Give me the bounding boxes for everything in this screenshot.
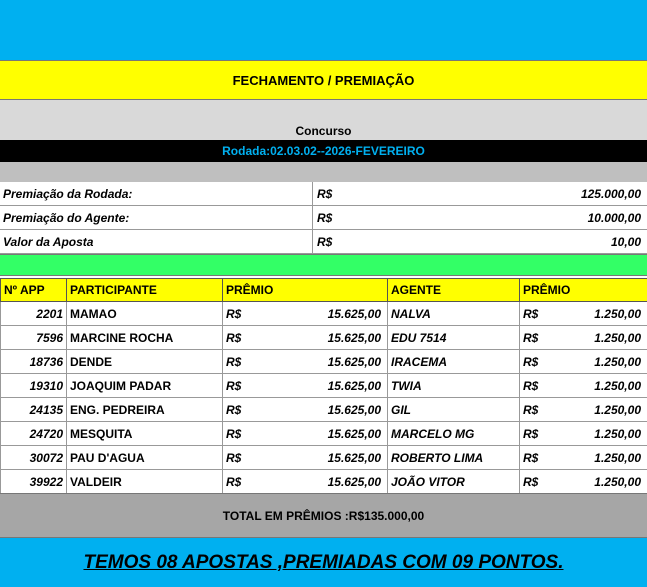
participant-name: MAMAO [67, 302, 223, 326]
agent-premio-currency: R$ [520, 350, 565, 374]
participant-name: PAU D'AGUA [67, 446, 223, 470]
premio-value: 15.625,00 [278, 374, 388, 398]
agent-premio-currency: R$ [520, 302, 565, 326]
table-row [1, 398, 647, 422]
info-currency: R$ [317, 234, 333, 249]
app-number: 24720 [1, 422, 67, 446]
prize-table [0, 278, 647, 494]
table-row [1, 350, 647, 374]
table-row [1, 326, 647, 350]
info-row-premiacao-rodada [0, 182, 647, 206]
agent-name: IRACEMA [388, 350, 520, 374]
premio-value: 15.625,00 [278, 422, 388, 446]
premio-value: 15.625,00 [278, 350, 388, 374]
app-number: 30072 [1, 446, 67, 470]
header-agente: AGENTE [388, 279, 520, 302]
agent-name: TWIA [388, 374, 520, 398]
info-currency: R$ [317, 210, 333, 225]
header-premio: PRÊMIO [223, 279, 388, 302]
premio-value: 15.625,00 [278, 446, 388, 470]
agent-name: GIL [388, 398, 520, 422]
header-premio-agente: PRÊMIO [520, 279, 647, 302]
agent-premio-value: 1.250,00 [565, 326, 647, 350]
agent-premio-value: 1.250,00 [565, 470, 647, 494]
agent-premio-value: 1.250,00 [565, 302, 647, 326]
app-number: 7596 [1, 326, 67, 350]
participant-name: VALDEIR [67, 470, 223, 494]
participant-name: MESQUITA [67, 422, 223, 446]
table-body [1, 302, 647, 494]
agent-name: JOÃO VITOR [388, 470, 520, 494]
rodada-label: Rodada:02.03.02--2026-FEVEREIRO [0, 140, 647, 162]
premio-value: 15.625,00 [278, 302, 388, 326]
premio-currency: R$ [223, 350, 278, 374]
app-number: 39922 [1, 470, 67, 494]
top-blue-band [0, 0, 647, 60]
agent-premio-value: 1.250,00 [565, 398, 647, 422]
app-number: 2201 [1, 302, 67, 326]
participant-name: ENG. PEDREIRA [67, 398, 223, 422]
app-number: 24135 [1, 398, 67, 422]
premio-currency: R$ [223, 398, 278, 422]
participant-name: JOAQUIM PADAR [67, 374, 223, 398]
info-label: Premiação da Rodada: [0, 182, 313, 205]
participant-name: DENDE [67, 350, 223, 374]
agent-premio-value: 1.250,00 [565, 422, 647, 446]
agent-premio-currency: R$ [520, 470, 565, 494]
table-row [1, 470, 647, 494]
agent-premio-value: 1.250,00 [565, 350, 647, 374]
agent-premio-currency: R$ [520, 374, 565, 398]
info-currency: R$ [317, 186, 333, 201]
agent-premio-value: 1.250,00 [565, 374, 647, 398]
concurso-label: Concurso [0, 100, 647, 140]
table-row [1, 374, 647, 398]
footer-message: TEMOS 08 APOSTAS ,PREMIADAS COM 09 PONTOS. [83, 551, 564, 573]
footer-band [0, 538, 647, 587]
green-separator [0, 254, 647, 276]
premio-currency: R$ [223, 446, 278, 470]
table-header-row [1, 279, 647, 302]
agent-name: MARCELO MG [388, 422, 520, 446]
table-row [1, 446, 647, 470]
page-title: FECHAMENTO / PREMIAÇÃO [0, 60, 647, 100]
header-participante: PARTICIPANTE [67, 279, 223, 302]
agent-premio-currency: R$ [520, 422, 565, 446]
premio-currency: R$ [223, 302, 278, 326]
total-premios: TOTAL EM PRÊMIOS :R$135.000,00 [0, 493, 647, 538]
agent-premio-currency: R$ [520, 326, 565, 350]
agent-name: EDU 7514 [388, 326, 520, 350]
info-label: Premiação do Agente: [0, 206, 313, 229]
agent-premio-value: 1.250,00 [565, 446, 647, 470]
agent-premio-currency: R$ [520, 398, 565, 422]
premio-currency: R$ [223, 422, 278, 446]
agent-premio-currency: R$ [520, 446, 565, 470]
premio-currency: R$ [223, 374, 278, 398]
premio-currency: R$ [223, 326, 278, 350]
info-value: 10.000,00 [587, 210, 641, 225]
table-row [1, 422, 647, 446]
info-row-valor-aposta [0, 230, 647, 254]
table-row [1, 302, 647, 326]
header-app: Nº APP [1, 279, 67, 302]
premio-value: 15.625,00 [278, 398, 388, 422]
info-row-premiacao-agente [0, 206, 647, 230]
premio-value: 15.625,00 [278, 326, 388, 350]
info-value: 125.000,00 [580, 186, 641, 201]
spacer-band [0, 162, 647, 182]
agent-name: ROBERTO LIMA [388, 446, 520, 470]
premio-currency: R$ [223, 470, 278, 494]
participant-name: MARCINE ROCHA [67, 326, 223, 350]
app-number: 19310 [1, 374, 67, 398]
agent-name: NALVA [388, 302, 520, 326]
premio-value: 15.625,00 [278, 470, 388, 494]
app-number: 18736 [1, 350, 67, 374]
info-value: 10,00 [610, 234, 641, 249]
info-label: Valor da Aposta [0, 230, 313, 253]
